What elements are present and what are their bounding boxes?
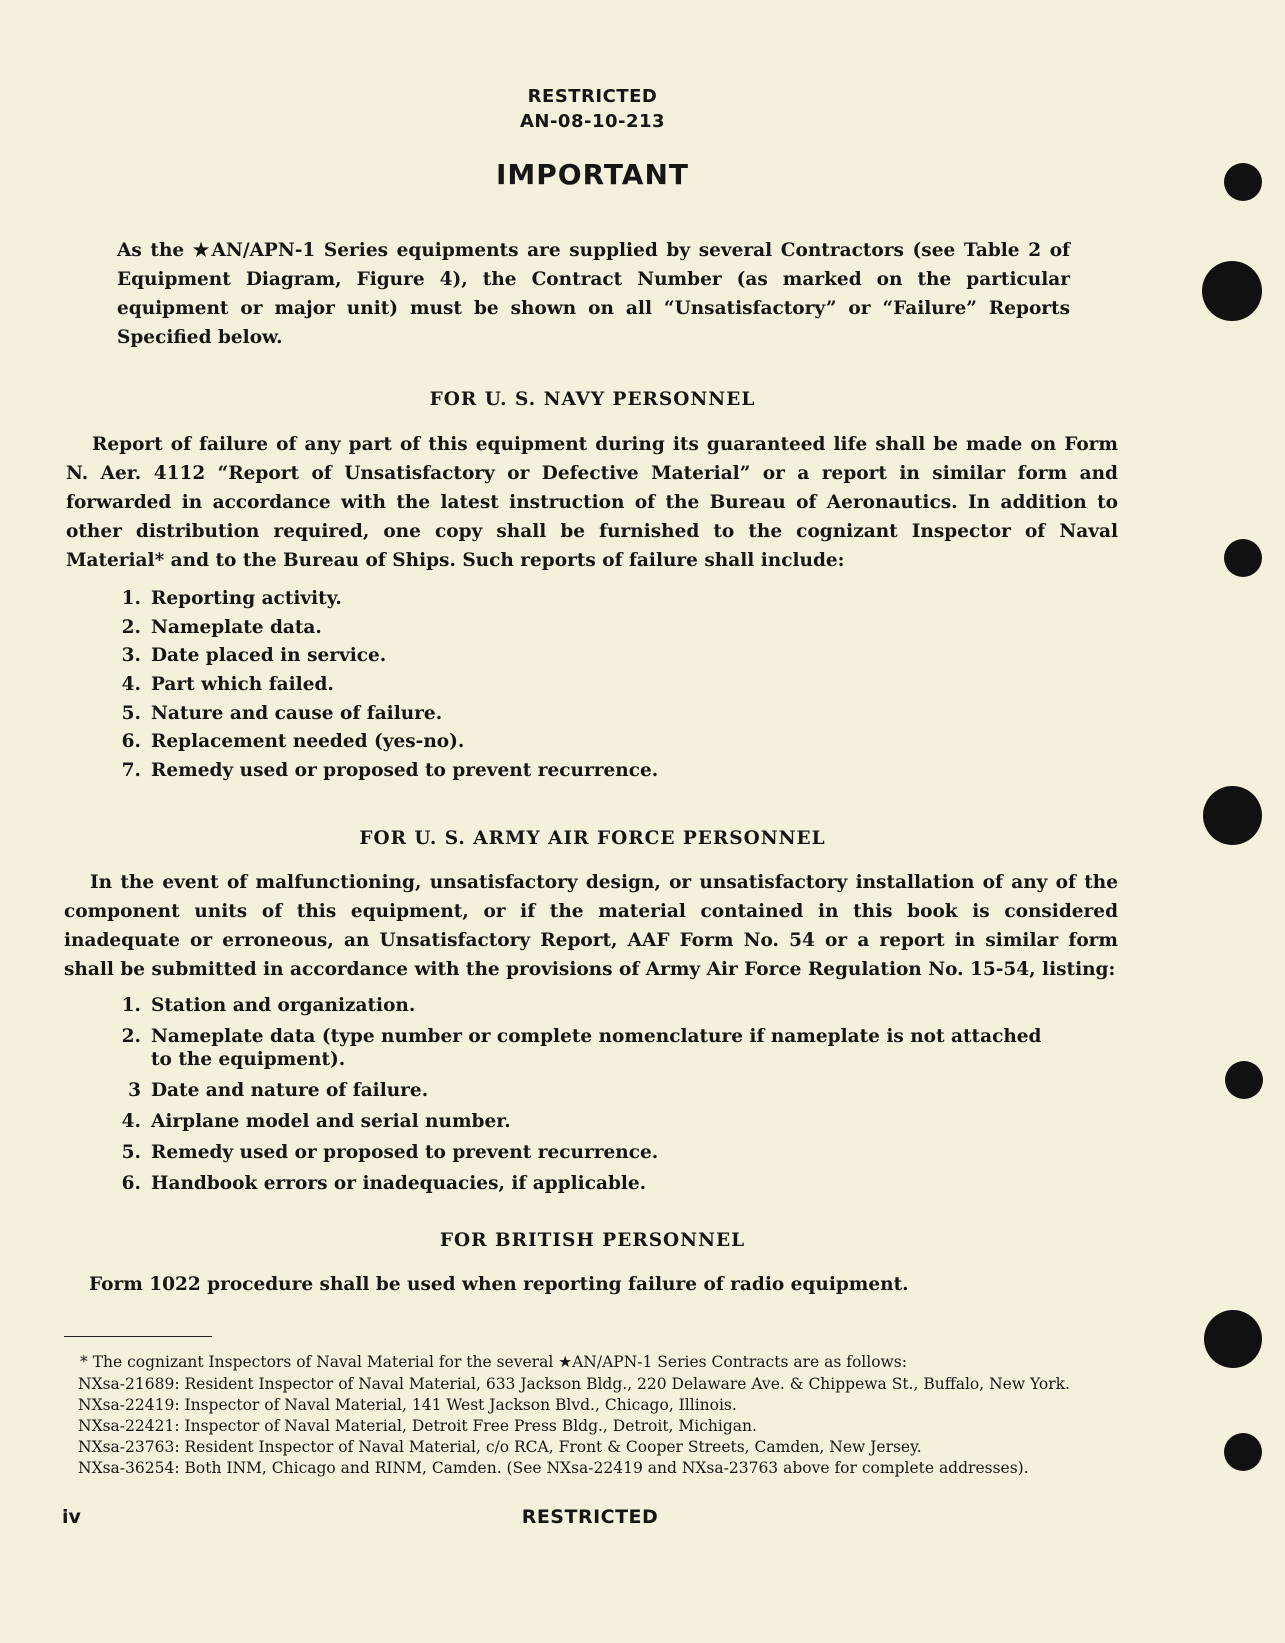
list-item-text: Station and organization. bbox=[151, 995, 416, 1016]
british-paragraph: Form 1022 procedure shall be used when reporting failure of radio equipment. bbox=[89, 1274, 909, 1295]
inspector-address: Both INM, Chicago and RINM, Camden. (See NXsa-22419 and NXsa-23763 above for complete addresses). bbox=[184, 1459, 1029, 1477]
list-item-number: 6. bbox=[121, 731, 141, 753]
inspector-address: Resident Inspector of Naval Material, 633 Jackson Bldg., 220 Delaware Ave. & Chippewa St., Buffalo, New York. bbox=[184, 1375, 1070, 1393]
contract-number: NXsa-36254: bbox=[78, 1459, 180, 1477]
army-paragraph: In the event of malfunctioning, unsatisfactory design, or unsatisfactory installation of any of the component units of this equipment, or if the material contained in this book is considered inadequate or erroneous, an Unsatisfactory Report, AAF Form No. 54 or a report in similar form shall be submitted in accordance with the provisions of Army Air Force Regulation No. 15-54, listing: bbox=[64, 872, 1118, 980]
list-item-number: 1. bbox=[121, 588, 141, 609]
list-item-number: 6. bbox=[121, 1173, 141, 1194]
page-number: iv bbox=[62, 1506, 81, 1528]
list-item bbox=[113, 1141, 1055, 1164]
list-item bbox=[113, 1079, 1055, 1102]
list-item-text: Date placed in service. bbox=[151, 645, 387, 667]
inspector-address: Inspector of Naval Material, Detroit Free Press Bldg., Detroit, Michigan. bbox=[184, 1417, 757, 1435]
contract-number: NXsa-22419: bbox=[78, 1396, 180, 1414]
footnote-row bbox=[78, 1458, 1070, 1479]
list-item bbox=[113, 1172, 1055, 1195]
list-item-text: Part which failed. bbox=[151, 674, 334, 696]
list-item bbox=[113, 994, 1055, 1017]
list-item bbox=[113, 700, 658, 729]
list-item-text: Nature and cause of failure. bbox=[151, 702, 443, 724]
list-item-text: Date and nature of failure. bbox=[151, 1080, 429, 1101]
list-item-number: 3 bbox=[128, 1080, 141, 1101]
army-heading: FOR U. S. ARMY AIR FORCE PERSONNEL bbox=[359, 828, 826, 849]
page-title: IMPORTANT bbox=[495, 158, 690, 191]
footnote-list bbox=[78, 1374, 1070, 1479]
list-item-number: 2. bbox=[121, 616, 141, 638]
list-item-text: Remedy used or proposed to prevent recurrence. bbox=[151, 1142, 659, 1163]
contract-number: NXsa-23763: bbox=[78, 1438, 180, 1456]
list-item-number: 2. bbox=[121, 1026, 141, 1047]
british-heading: FOR BRITISH PERSONNEL bbox=[439, 1230, 746, 1251]
list-item-text: Remedy used or proposed to prevent recurrence. bbox=[151, 760, 659, 782]
contract-number: NXsa-22421: bbox=[78, 1417, 180, 1435]
list-item-number: 7. bbox=[121, 760, 141, 782]
footnote-row bbox=[78, 1374, 1070, 1395]
inspector-address: Resident Inspector of Naval Material, c/o RCA, Front & Cooper Streets, Camden, New Jersey. bbox=[184, 1438, 922, 1456]
list-item-text: Handbook errors or inadequacies, if applicable. bbox=[151, 1173, 647, 1194]
list-item bbox=[113, 585, 658, 614]
contract-number: NXsa-21689: bbox=[78, 1375, 180, 1393]
list-item bbox=[113, 671, 658, 700]
punch-hole bbox=[1202, 261, 1262, 321]
punch-hole bbox=[1224, 163, 1262, 201]
footnote-rule bbox=[64, 1336, 212, 1337]
navy-list bbox=[113, 585, 658, 786]
list-item-number: 1. bbox=[121, 995, 141, 1016]
header-doc-number: AN-08-10-213 bbox=[519, 111, 666, 132]
punch-hole bbox=[1203, 786, 1262, 845]
list-item-number: 5. bbox=[121, 702, 141, 724]
list-item bbox=[113, 757, 658, 786]
list-item-text: Replacement needed (yes-no). bbox=[151, 731, 465, 753]
list-item bbox=[113, 1110, 1055, 1133]
list-item-number: 4. bbox=[121, 674, 141, 696]
punch-hole bbox=[1224, 1433, 1262, 1471]
punch-hole bbox=[1204, 1310, 1262, 1368]
footnote-row bbox=[78, 1437, 1070, 1458]
footnote-intro: * The cognizant Inspectors of Naval Material for the several ★AN/APN-1 Series Contracts are as follows: bbox=[80, 1353, 907, 1371]
list-item bbox=[113, 1025, 1055, 1071]
footer-classification: RESTRICTED bbox=[521, 1506, 659, 1528]
navy-paragraph: Report of failure of any part of this equipment during its guaranteed life shall be made on Form N. Aer. 4112 “Report of Unsatisfactory or Defective Material” or a report in similar form and forwarded in accordance with the latest instruction of the Bureau of Aeronautics. In addition to other distribution required, one copy shall be furnished to the cognizant Inspector of Naval Material* and to the Bureau of Ships. Such reports of failure shall include: bbox=[66, 434, 1118, 571]
list-item-text: Airplane model and serial number. bbox=[151, 1111, 511, 1132]
list-item-text: Nameplate data. bbox=[151, 616, 322, 638]
list-item bbox=[113, 728, 658, 757]
army-list bbox=[113, 994, 1055, 1203]
list-item bbox=[113, 642, 658, 671]
list-item-text: Nameplate data (type number or complete nomenclature if nameplate is not attached to the equipment). bbox=[151, 1026, 1042, 1070]
list-item-text: Reporting activity. bbox=[151, 588, 342, 609]
list-item bbox=[113, 614, 658, 643]
footnote-row bbox=[78, 1395, 1070, 1416]
punch-hole bbox=[1224, 539, 1262, 577]
intro-paragraph: As the ★AN/APN-1 Series equipments are supplied by several Contractors (see Table 2 of Equipment Diagram, Figure 4), the Contract Number (as marked on the particular equipment or major unit) must be shown on all “Unsatisfactory” or “Failure” Reports Specified below. bbox=[117, 240, 1070, 348]
inspector-address: Inspector of Naval Material, 141 West Jackson Blvd., Chicago, Illinois. bbox=[184, 1396, 737, 1414]
list-item-number: 4. bbox=[121, 1111, 141, 1132]
list-item-number: 3. bbox=[121, 645, 141, 667]
header-classification: RESTRICTED bbox=[527, 86, 658, 107]
list-item-number: 5. bbox=[121, 1142, 141, 1163]
navy-heading: FOR U. S. NAVY PERSONNEL bbox=[429, 389, 756, 410]
footnote-row bbox=[78, 1416, 1070, 1437]
punch-hole bbox=[1225, 1061, 1263, 1099]
